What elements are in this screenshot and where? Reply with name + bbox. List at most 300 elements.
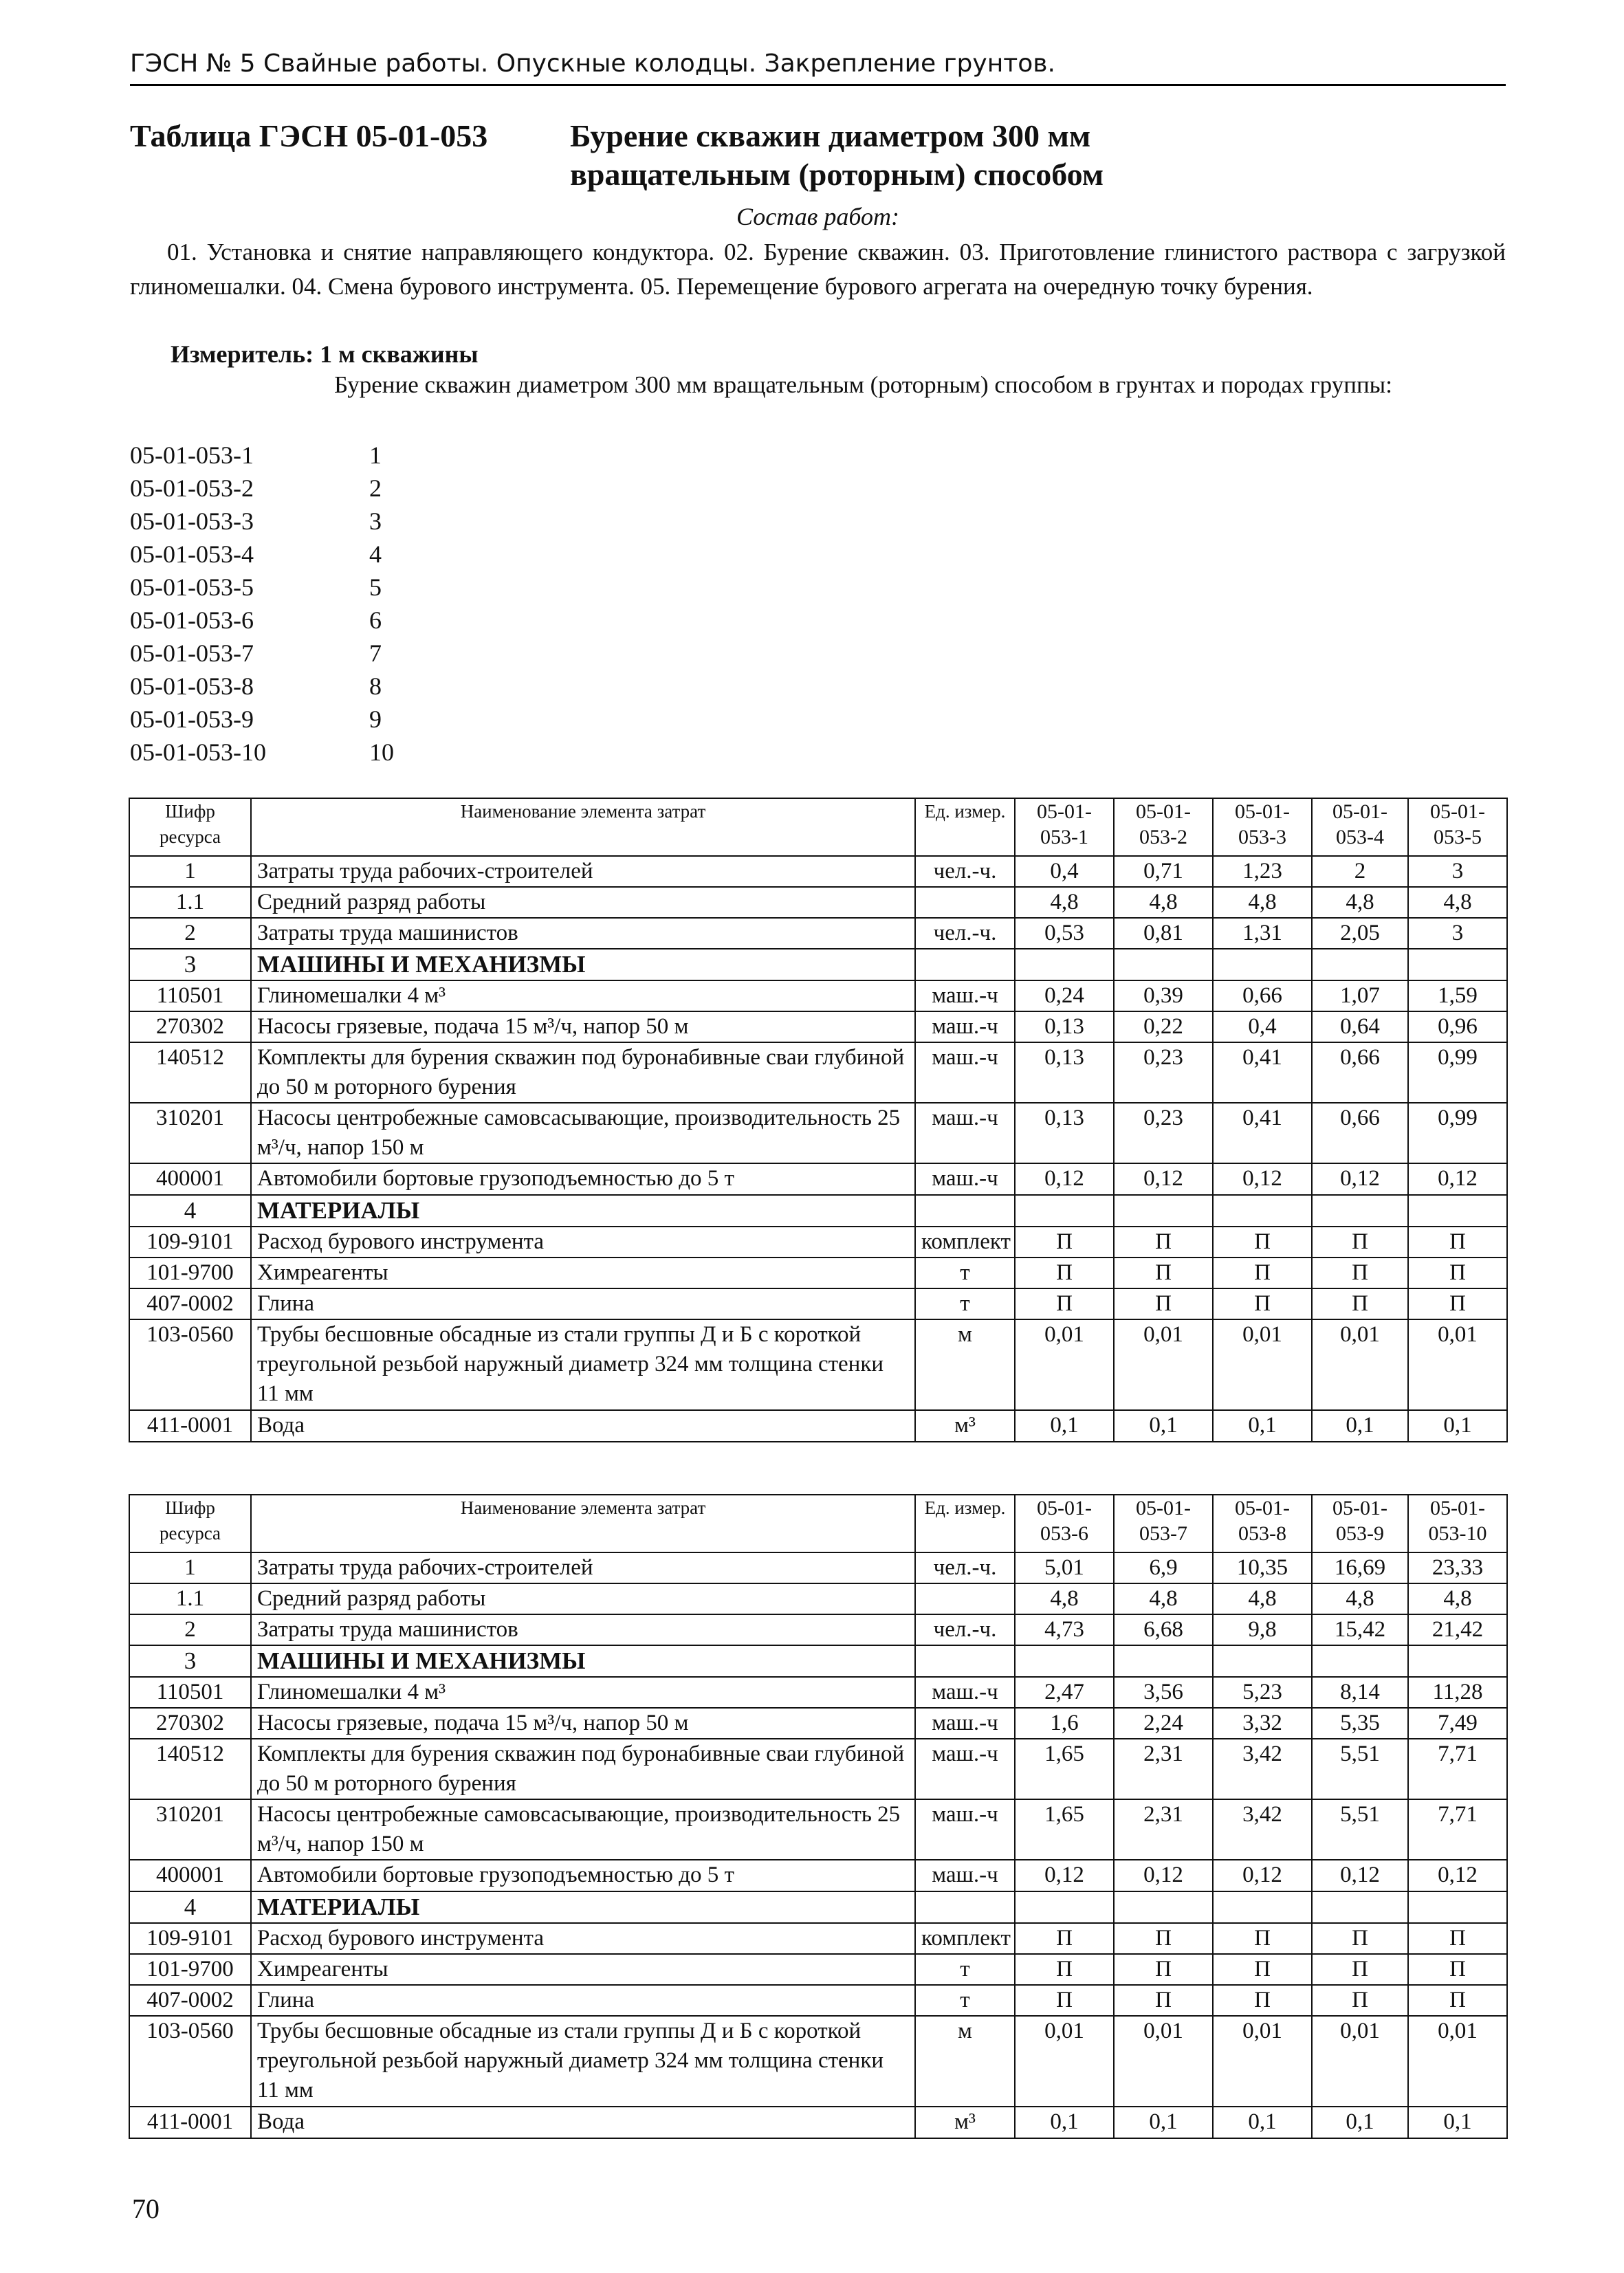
section-title: МАШИНЫ И МЕХАНИЗМЫ <box>251 949 915 980</box>
row-value <box>1408 1645 1507 1677</box>
row-value: 0,12 <box>1312 1163 1408 1195</box>
row-unit <box>915 1195 1015 1227</box>
row-value: 2,05 <box>1312 918 1408 949</box>
row-code: 270302 <box>129 1011 251 1042</box>
row-code: 110501 <box>129 980 251 1011</box>
row-value: 4,8 <box>1213 887 1312 918</box>
row-value: 0,1 <box>1312 1410 1408 1442</box>
row-code: 109-9101 <box>129 1923 251 1954</box>
row-name: Химреагенты <box>251 1954 915 1985</box>
section-title: МАТЕРИАЛЫ <box>251 1891 915 1923</box>
table-row <box>129 1923 1507 1954</box>
row-value: П <box>1114 1258 1213 1288</box>
group-value: 1 <box>369 441 382 469</box>
row-code: 4 <box>129 1891 251 1923</box>
row-value: 0,1 <box>1114 1410 1213 1442</box>
row-value: 7,71 <box>1408 1799 1507 1860</box>
code-list-item <box>130 736 487 769</box>
code-value: 05-01-053-10 <box>130 738 266 766</box>
row-value: 0,12 <box>1312 1860 1408 1891</box>
row-unit: маш.-ч <box>915 1708 1015 1739</box>
row-code: 101-9700 <box>129 1258 251 1288</box>
row-value: 0,81 <box>1114 918 1213 949</box>
row-code: 411-0001 <box>129 2107 251 2138</box>
header-norm-code: 05-01-053-4 <box>1312 798 1408 856</box>
row-unit: т <box>915 1258 1015 1288</box>
row-value: 5,23 <box>1213 1677 1312 1708</box>
group-value: 10 <box>369 738 394 766</box>
row-value <box>1408 1195 1507 1227</box>
row-value <box>1312 1645 1408 1677</box>
row-code: 1 <box>129 856 251 887</box>
row-name: Насосы центробежные самовсасывающие, производительность 25 м³/ч, напор 150 м <box>251 1799 915 1860</box>
row-value: 4,8 <box>1015 887 1114 918</box>
row-value: 5,51 <box>1312 1739 1408 1799</box>
row-unit: т <box>915 1985 1015 2016</box>
row-value: П <box>1408 1985 1507 2016</box>
table-row <box>129 1103 1507 1163</box>
code-list-item <box>130 571 487 604</box>
group-value: 2 <box>369 474 382 502</box>
row-value: П <box>1015 1954 1114 1985</box>
row-name: Насосы грязевые, подача 15 м³/ч, напор 50 м <box>251 1708 915 1739</box>
row-value: П <box>1213 1985 1312 2016</box>
row-value: П <box>1312 1985 1408 2016</box>
row-unit: чел.-ч. <box>915 918 1015 949</box>
row-value: П <box>1408 1258 1507 1288</box>
row-value: 2,31 <box>1114 1799 1213 1860</box>
row-value: 0,39 <box>1114 980 1213 1011</box>
row-code: 400001 <box>129 1163 251 1195</box>
row-value: 16,69 <box>1312 1552 1408 1583</box>
row-code: 411-0001 <box>129 1410 251 1442</box>
row-unit: маш.-ч <box>915 1860 1015 1891</box>
table-row <box>129 1799 1507 1860</box>
row-name: Глиномешалки 4 м³ <box>251 1677 915 1708</box>
row-value <box>1213 949 1312 980</box>
row-unit: комплект <box>915 1227 1015 1258</box>
row-unit: маш.-ч <box>915 1163 1015 1195</box>
row-value: П <box>1408 1923 1507 1954</box>
row-value: П <box>1312 1923 1408 1954</box>
row-value: 4,8 <box>1114 887 1213 918</box>
row-value: 8,14 <box>1312 1677 1408 1708</box>
row-code: 2 <box>129 918 251 949</box>
header-norm-code: 05-01-053-10 <box>1408 1495 1507 1552</box>
row-name: Трубы бесшовные обсадные из стали группы Д и Б с короткой треугольной резьбой наружный диаметр 324 мм толщина стенки 11 мм <box>251 2016 915 2107</box>
row-value <box>1213 1195 1312 1227</box>
row-value: 9,8 <box>1213 1614 1312 1645</box>
measure-unit: Измеритель: 1 м скважины <box>171 340 479 368</box>
row-unit <box>915 1583 1015 1614</box>
row-value: П <box>1114 1954 1213 1985</box>
row-value <box>1114 1195 1213 1227</box>
header-unit: Ед. измер. <box>915 1495 1015 1552</box>
row-value: 0,1 <box>1312 2107 1408 2138</box>
row-value: 0,41 <box>1213 1103 1312 1163</box>
row-value: 0,71 <box>1114 856 1213 887</box>
row-code: 101-9700 <box>129 1954 251 1985</box>
row-value: П <box>1015 1923 1114 1954</box>
row-value: П <box>1312 1954 1408 1985</box>
row-unit: м³ <box>915 2107 1015 2138</box>
row-name: Комплекты для бурения скважин под буронабивные сваи глубиной до 50 м роторного бурения <box>251 1042 915 1103</box>
row-value: 5,01 <box>1015 1552 1114 1583</box>
group-value: 4 <box>369 540 382 568</box>
row-name: Химреагенты <box>251 1258 915 1288</box>
table-title-line2: вращательным (роторным) способом <box>570 157 1104 192</box>
running-header: ГЭСН № 5 Свайные работы. Опускные колодцы. Закрепление грунтов. <box>130 48 1506 86</box>
table-row <box>129 1677 1507 1708</box>
table-row <box>129 1011 1507 1042</box>
table-row <box>129 1227 1507 1258</box>
code-value: 05-01-053-4 <box>130 540 254 568</box>
row-value <box>1015 949 1114 980</box>
row-value: 0,12 <box>1114 1860 1213 1891</box>
row-value: 1,31 <box>1213 918 1312 949</box>
row-value: 0,22 <box>1114 1011 1213 1042</box>
row-code: 400001 <box>129 1860 251 1891</box>
row-value: 3,32 <box>1213 1708 1312 1739</box>
row-value: 0,4 <box>1015 856 1114 887</box>
section-title: МАШИНЫ И МЕХАНИЗМЫ <box>251 1645 915 1677</box>
row-code: 103-0560 <box>129 2016 251 2107</box>
row-value: 0,12 <box>1114 1163 1213 1195</box>
row-value: П <box>1213 1227 1312 1258</box>
table-row <box>129 1860 1507 1891</box>
row-value: П <box>1114 1985 1213 2016</box>
row-code: 3 <box>129 1645 251 1677</box>
row-unit: маш.-ч <box>915 1103 1015 1163</box>
row-name: Расход бурового инструмента <box>251 1227 915 1258</box>
row-code: 310201 <box>129 1103 251 1163</box>
row-value: 0,01 <box>1114 2016 1213 2107</box>
row-code: 270302 <box>129 1708 251 1739</box>
row-value: 0,12 <box>1015 1163 1114 1195</box>
row-value <box>1114 1645 1213 1677</box>
row-value: 0,1 <box>1015 2107 1114 2138</box>
row-value: 0,66 <box>1312 1103 1408 1163</box>
row-value: 4,73 <box>1015 1614 1114 1645</box>
row-value: 3,56 <box>1114 1677 1213 1708</box>
row-value: 0,24 <box>1015 980 1114 1011</box>
row-value: 0,01 <box>1312 2016 1408 2107</box>
table-row <box>129 1042 1507 1103</box>
header-code: Шифр ресурса <box>129 798 251 856</box>
header-norm-code: 05-01-053-5 <box>1408 798 1507 856</box>
row-name: Глиномешалки 4 м³ <box>251 980 915 1011</box>
row-name: Насосы центробежные самовсасывающие, производительность 25 м³/ч, напор 150 м <box>251 1103 915 1163</box>
row-value: 0,12 <box>1213 1860 1312 1891</box>
code-list-item <box>130 538 487 571</box>
section-row <box>129 1195 1507 1227</box>
code-value: 05-01-053-7 <box>130 639 254 667</box>
row-code: 110501 <box>129 1677 251 1708</box>
row-unit: комплект <box>915 1923 1015 1954</box>
table-row <box>129 1288 1507 1319</box>
row-unit <box>915 1891 1015 1923</box>
header-name: Наименование элемента затрат <box>251 1495 915 1552</box>
composition-text: 01. Установка и снятие направляющего кондуктора. 02. Бурение скважин. 03. Приготовление глинистого раствора с загрузкой глиномешалки. 04. Смена бурового инструмента. 05. Перемещение бурового агрегата на очередную точку бурения. <box>130 239 1506 300</box>
row-value: 0,13 <box>1015 1042 1114 1103</box>
row-unit: т <box>915 1288 1015 1319</box>
row-value <box>1312 1195 1408 1227</box>
group-description: Бурение скважин диаметром 300 мм вращательным (роторным) способом в грунтах и породах группы: <box>334 371 1392 398</box>
row-name: Автомобили бортовые грузоподъемностью до 5 т <box>251 1860 915 1891</box>
row-value: 0,1 <box>1015 1410 1114 1442</box>
header-norm-code: 05-01-053-6 <box>1015 1495 1114 1552</box>
row-value: 0,41 <box>1213 1042 1312 1103</box>
row-value: П <box>1213 1923 1312 1954</box>
row-value <box>1015 1195 1114 1227</box>
row-name: Затраты труда рабочих-строителей <box>251 856 915 887</box>
composition-title: Состав работ: <box>736 203 899 230</box>
group-value: 3 <box>369 507 382 535</box>
row-value: 0,01 <box>1213 1319 1312 1410</box>
row-value: 23,33 <box>1408 1552 1507 1583</box>
table-title <box>570 117 1104 194</box>
row-value <box>1408 1891 1507 1923</box>
row-value: П <box>1408 1227 1507 1258</box>
row-value: 0,01 <box>1213 2016 1312 2107</box>
header-norm-code: 05-01-053-8 <box>1213 1495 1312 1552</box>
row-name: Вода <box>251 1410 915 1442</box>
code-value: 05-01-053-9 <box>130 705 254 733</box>
row-code: 1 <box>129 1552 251 1583</box>
row-value: П <box>1015 1227 1114 1258</box>
row-unit: м <box>915 1319 1015 1410</box>
table-row <box>129 918 1507 949</box>
row-value: 3 <box>1408 918 1507 949</box>
row-value <box>1015 1645 1114 1677</box>
code-list-item <box>130 604 487 637</box>
row-value: П <box>1408 1288 1507 1319</box>
row-name: Вода <box>251 2107 915 2138</box>
row-value: П <box>1312 1227 1408 1258</box>
row-value <box>1114 1891 1213 1923</box>
row-value: 1,23 <box>1213 856 1312 887</box>
row-value: 2,31 <box>1114 1739 1213 1799</box>
row-value: П <box>1015 1258 1114 1288</box>
code-value: 05-01-053-1 <box>130 441 254 469</box>
table-row <box>129 980 1507 1011</box>
code-list-item <box>130 472 487 505</box>
row-value: 10,35 <box>1213 1552 1312 1583</box>
row-value: П <box>1114 1288 1213 1319</box>
row-value: 6,68 <box>1114 1614 1213 1645</box>
row-value: 1,65 <box>1015 1739 1114 1799</box>
table-row <box>129 1258 1507 1288</box>
group-value: 9 <box>369 705 382 733</box>
norms-table-1 <box>129 798 1508 1442</box>
row-value: 0,4 <box>1213 1011 1312 1042</box>
header-norm-code: 05-01-053-1 <box>1015 798 1114 856</box>
row-code: 3 <box>129 949 251 980</box>
table-label: Таблица ГЭСН 05-01-053 <box>130 118 488 153</box>
table-row <box>129 1708 1507 1739</box>
row-value: 4,8 <box>1213 1583 1312 1614</box>
row-value: П <box>1213 1288 1312 1319</box>
row-value: 5,51 <box>1312 1799 1408 1860</box>
row-unit <box>915 1645 1015 1677</box>
table-row <box>129 1319 1507 1410</box>
row-name: Автомобили бортовые грузоподъемностью до 5 т <box>251 1163 915 1195</box>
row-unit: маш.-ч <box>915 1042 1015 1103</box>
row-value: 15,42 <box>1312 1614 1408 1645</box>
row-name: Затраты труда машинистов <box>251 918 915 949</box>
row-name: Затраты труда машинистов <box>251 1614 915 1645</box>
code-list-item <box>130 670 487 703</box>
row-unit <box>915 887 1015 918</box>
page-number: 70 <box>132 2193 160 2224</box>
row-value <box>1312 1891 1408 1923</box>
row-value: 0,66 <box>1312 1042 1408 1103</box>
row-value: 3,42 <box>1213 1739 1312 1799</box>
row-code: 4 <box>129 1195 251 1227</box>
code-value: 05-01-053-6 <box>130 606 254 634</box>
row-value: 0,1 <box>1114 2107 1213 2138</box>
row-value: 0,66 <box>1213 980 1312 1011</box>
code-list-item <box>130 637 487 670</box>
row-unit: маш.-ч <box>915 1799 1015 1860</box>
header-name: Наименование элемента затрат <box>251 798 915 856</box>
row-value: 2,24 <box>1114 1708 1213 1739</box>
header-unit: Ед. измер. <box>915 798 1015 856</box>
code-value: 05-01-053-5 <box>130 573 254 601</box>
code-list-item <box>130 439 487 472</box>
row-unit: чел.-ч. <box>915 856 1015 887</box>
table-row <box>129 856 1507 887</box>
row-value: 7,49 <box>1408 1708 1507 1739</box>
group-value: 7 <box>369 639 382 667</box>
row-value <box>1213 1891 1312 1923</box>
row-name: Глина <box>251 1288 915 1319</box>
row-value <box>1213 1645 1312 1677</box>
row-name: Средний разряд работы <box>251 887 915 918</box>
row-value: 0,1 <box>1213 2107 1312 2138</box>
row-value: 6,9 <box>1114 1552 1213 1583</box>
header-norm-code: 05-01-053-3 <box>1213 798 1312 856</box>
header-norm-code: 05-01-053-7 <box>1114 1495 1213 1552</box>
row-value: 0,99 <box>1408 1103 1507 1163</box>
row-unit <box>915 949 1015 980</box>
row-value: 0,64 <box>1312 1011 1408 1042</box>
section-row <box>129 1891 1507 1923</box>
row-unit: маш.-ч <box>915 1677 1015 1708</box>
row-value: 1,6 <box>1015 1708 1114 1739</box>
row-value: 7,71 <box>1408 1739 1507 1799</box>
code-list-item <box>130 505 487 538</box>
row-unit: м³ <box>915 1410 1015 1442</box>
row-value: 0,13 <box>1015 1103 1114 1163</box>
group-value: 8 <box>369 672 382 700</box>
row-value: 1,59 <box>1408 980 1507 1011</box>
row-value: 0,01 <box>1408 1319 1507 1410</box>
row-value: 2 <box>1312 856 1408 887</box>
row-value: 0,01 <box>1015 2016 1114 2107</box>
row-value <box>1312 949 1408 980</box>
row-value <box>1408 949 1507 980</box>
code-list <box>130 439 487 769</box>
row-value: 0,12 <box>1015 1860 1114 1891</box>
row-name: Комплекты для бурения скважин под буронабивные сваи глубиной до 50 м роторного бурения <box>251 1739 915 1799</box>
row-value: 2,47 <box>1015 1677 1114 1708</box>
table-row <box>129 2107 1507 2138</box>
row-name: Затраты труда рабочих-строителей <box>251 1552 915 1583</box>
table-row <box>129 1163 1507 1195</box>
row-value: 0,1 <box>1408 2107 1507 2138</box>
header-code: Шифр ресурса <box>129 1495 251 1552</box>
row-value: 0,12 <box>1213 1163 1312 1195</box>
row-unit: маш.-ч <box>915 1011 1015 1042</box>
code-value: 05-01-053-3 <box>130 507 254 535</box>
table-title-line1: Бурение скважин диаметром 300 мм <box>570 118 1091 153</box>
group-value: 5 <box>369 573 382 601</box>
row-unit: маш.-ч <box>915 980 1015 1011</box>
row-value: 0,01 <box>1408 2016 1507 2107</box>
row-value: 4,8 <box>1408 887 1507 918</box>
table-row <box>129 1583 1507 1614</box>
row-code: 140512 <box>129 1042 251 1103</box>
table-row <box>129 1410 1507 1442</box>
row-name: Глина <box>251 1985 915 2016</box>
row-value: 21,42 <box>1408 1614 1507 1645</box>
row-value: 4,8 <box>1114 1583 1213 1614</box>
row-value: 0,01 <box>1312 1319 1408 1410</box>
row-value: 0,12 <box>1408 1163 1507 1195</box>
row-name: Расход бурового инструмента <box>251 1923 915 1954</box>
row-value: 0,23 <box>1114 1103 1213 1163</box>
row-value: П <box>1015 1985 1114 2016</box>
table-row <box>129 1954 1507 1985</box>
table-header-row <box>129 1495 1507 1552</box>
row-value: П <box>1015 1288 1114 1319</box>
section-row <box>129 949 1507 980</box>
row-unit: т <box>915 1954 1015 1985</box>
table-row <box>129 887 1507 918</box>
title-block <box>130 117 1506 193</box>
row-unit: чел.-ч. <box>915 1552 1015 1583</box>
row-code: 407-0002 <box>129 1985 251 2016</box>
row-value: 0,1 <box>1408 1410 1507 1442</box>
table-row <box>129 1614 1507 1645</box>
table-row <box>129 1739 1507 1799</box>
row-unit: маш.-ч <box>915 1739 1015 1799</box>
row-value: 0,01 <box>1015 1319 1114 1410</box>
row-code: 103-0560 <box>129 1319 251 1410</box>
row-code: 310201 <box>129 1799 251 1860</box>
row-value: 11,28 <box>1408 1677 1507 1708</box>
row-value: 4,8 <box>1408 1583 1507 1614</box>
row-value: 1,07 <box>1312 980 1408 1011</box>
group-value: 6 <box>369 606 382 634</box>
row-unit: чел.-ч. <box>915 1614 1015 1645</box>
row-value: 5,35 <box>1312 1708 1408 1739</box>
row-code: 109-9101 <box>129 1227 251 1258</box>
row-value: 0,53 <box>1015 918 1114 949</box>
row-value: П <box>1312 1288 1408 1319</box>
table-header-row <box>129 798 1507 856</box>
row-value: 0,12 <box>1408 1860 1507 1891</box>
row-name: Средний разряд работы <box>251 1583 915 1614</box>
header-norm-code: 05-01-053-2 <box>1114 798 1213 856</box>
row-value: П <box>1213 1954 1312 1985</box>
section-title: МАТЕРИАЛЫ <box>251 1195 915 1227</box>
row-value: 0,23 <box>1114 1042 1213 1103</box>
row-code: 140512 <box>129 1739 251 1799</box>
code-value: 05-01-053-8 <box>130 672 254 700</box>
row-name: Трубы бесшовные обсадные из стали группы Д и Б с короткой треугольной резьбой наружный диаметр 324 мм толщина стенки 11 мм <box>251 1319 915 1410</box>
